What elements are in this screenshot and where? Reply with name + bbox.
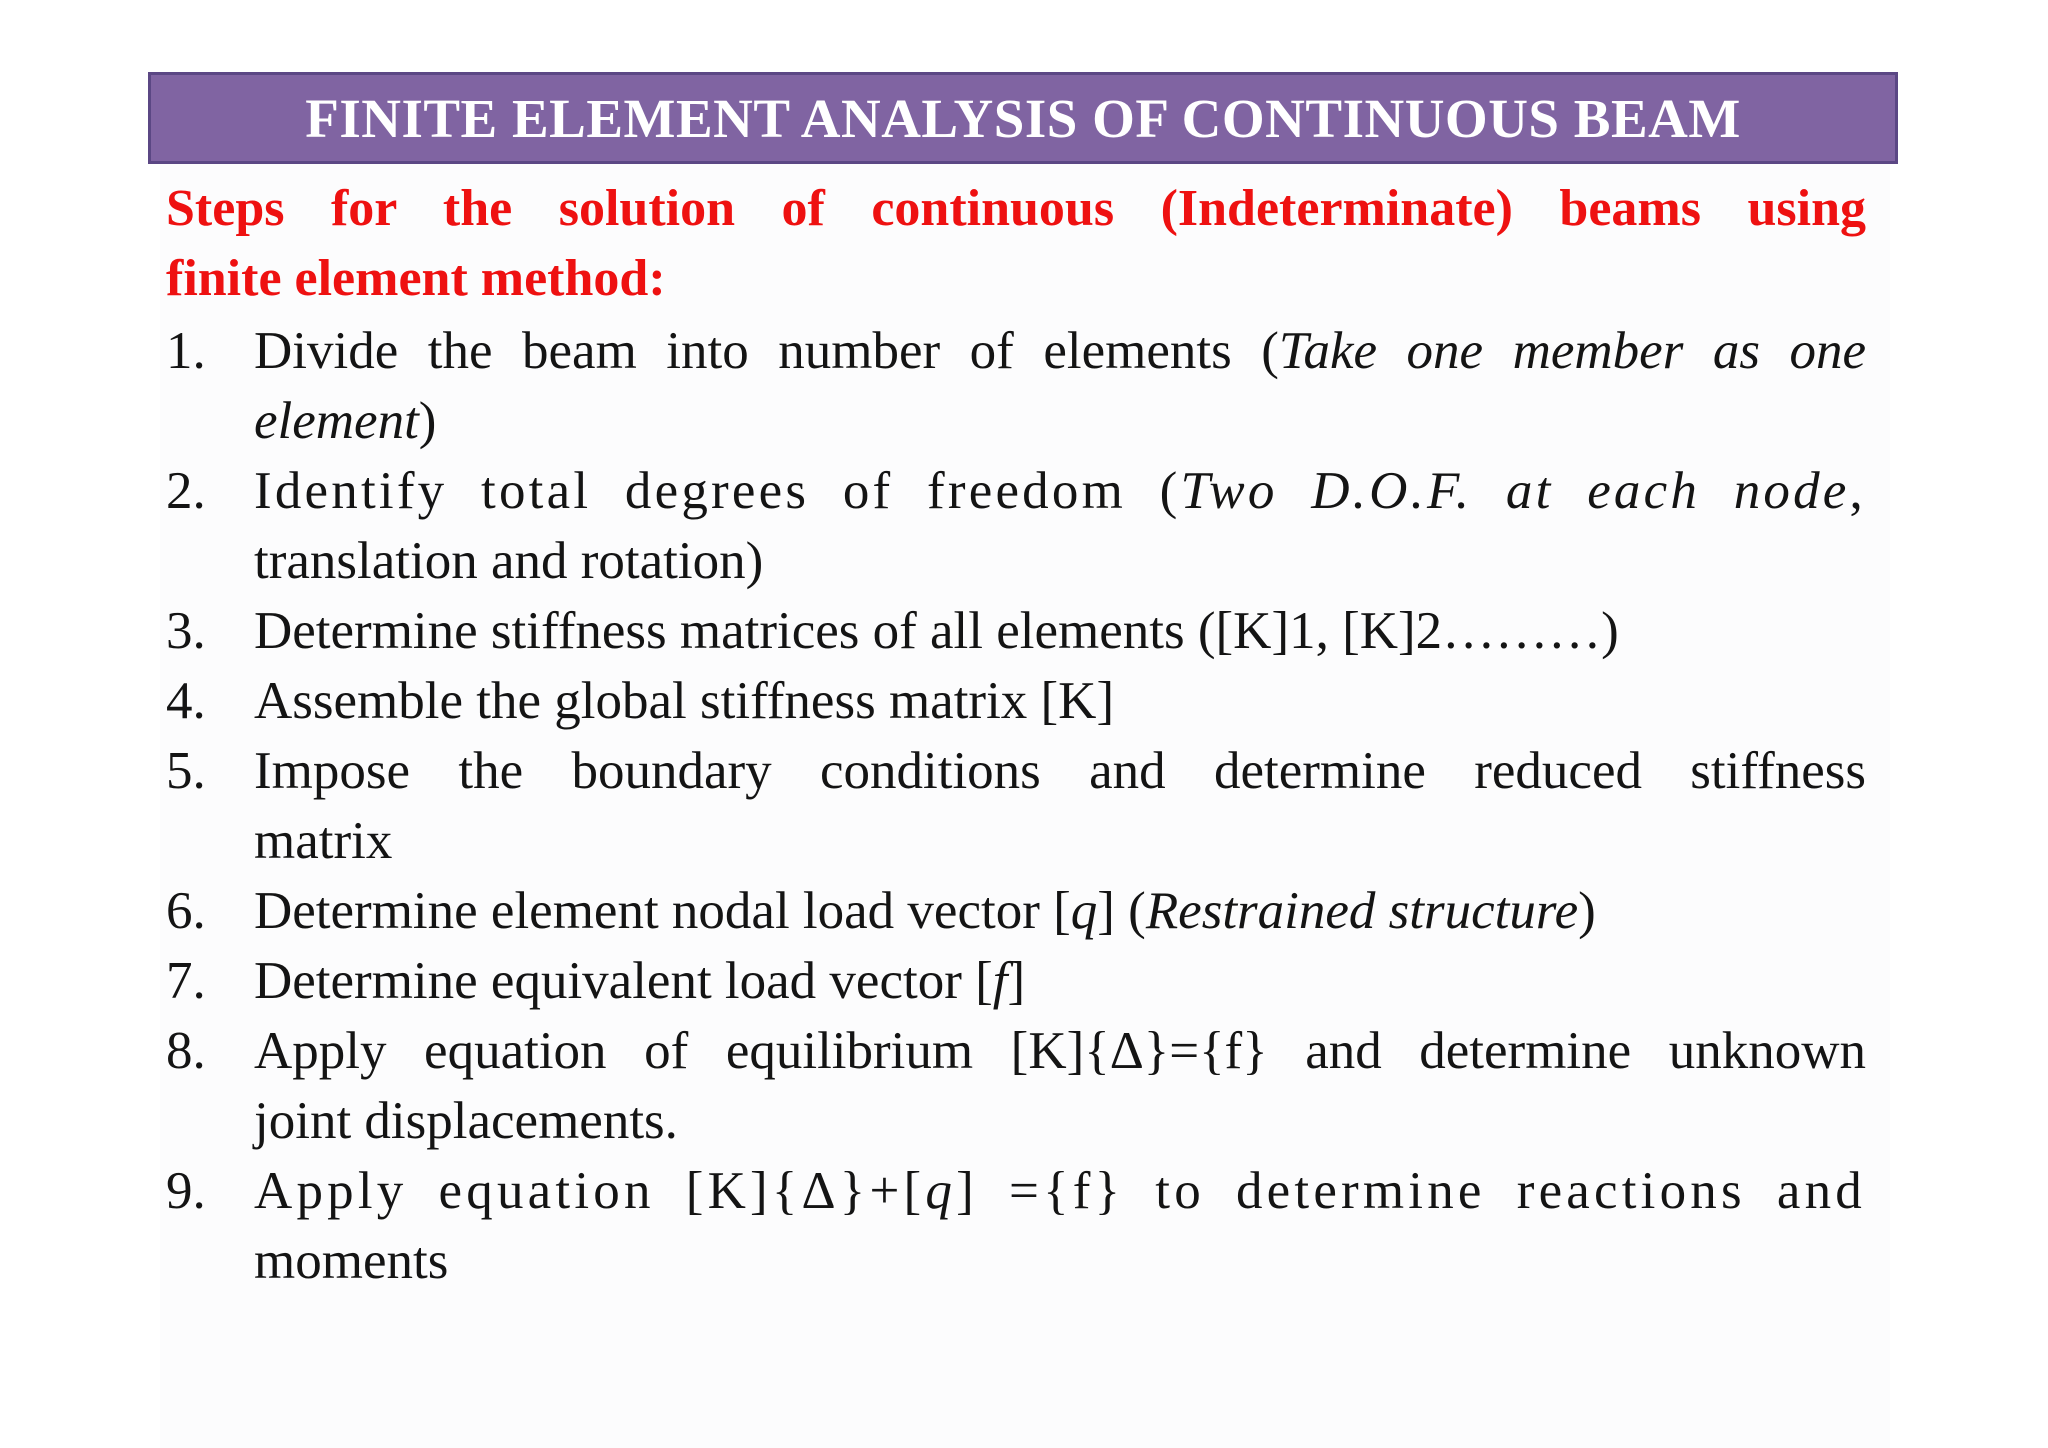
step-number: 4. [166, 672, 206, 730]
step-item-4 [166, 666, 1866, 736]
step-item-5 [166, 736, 1866, 876]
title-banner [148, 72, 1898, 164]
intro-line-2: finite element method: [166, 250, 666, 307]
step-item-1 [166, 316, 1866, 456]
intro-heading [166, 174, 1866, 314]
step-number: 3. [166, 602, 206, 660]
intro-line-1: Steps for the solution of continuous (Indeterminate) beams using [166, 180, 1866, 237]
step-number: 6. [166, 882, 206, 940]
steps-list [166, 316, 1866, 1296]
step-number: 2. [166, 462, 206, 520]
step-item-9 [166, 1156, 1866, 1296]
step-text: Identify total degrees of freedom (Two D.O.F. at each node, translation and rotation) [254, 462, 1866, 590]
step-text: Apply equation of equilibrium [K]{Δ}={f} and determine unknown joint displacements. [254, 1022, 1866, 1150]
step-text: Determine equivalent load vector [f] [254, 952, 1026, 1010]
step-text: Impose the boundary conditions and determine reduced stiffness matrix [254, 742, 1866, 870]
step-text: Determine stiffness matrices of all elements ([K]1, [K]2………) [254, 602, 1619, 660]
step-text: Divide the beam into number of elements (Take one member as one element) [254, 322, 1866, 450]
step-number: 8. [166, 1022, 206, 1080]
step-number: 9. [166, 1162, 206, 1220]
step-item-3 [166, 596, 1866, 666]
step-text: Assemble the global stiffness matrix [K] [254, 672, 1115, 730]
step-item-2 [166, 456, 1866, 596]
step-item-8 [166, 1016, 1866, 1156]
step-item-7 [166, 946, 1866, 1016]
step-text: Apply equation [K]{Δ}+[q] ={f} to determine reactions and moments [254, 1162, 1866, 1290]
step-item-6 [166, 876, 1866, 946]
step-number: 5. [166, 742, 206, 800]
step-number: 1. [166, 322, 206, 380]
slide-title: FINITE ELEMENT ANALYSIS OF CONTINUOUS BEAM [305, 87, 1741, 149]
step-number: 7. [166, 952, 206, 1010]
step-text: Determine element nodal load vector [q] (Restrained structure) [254, 882, 1596, 940]
